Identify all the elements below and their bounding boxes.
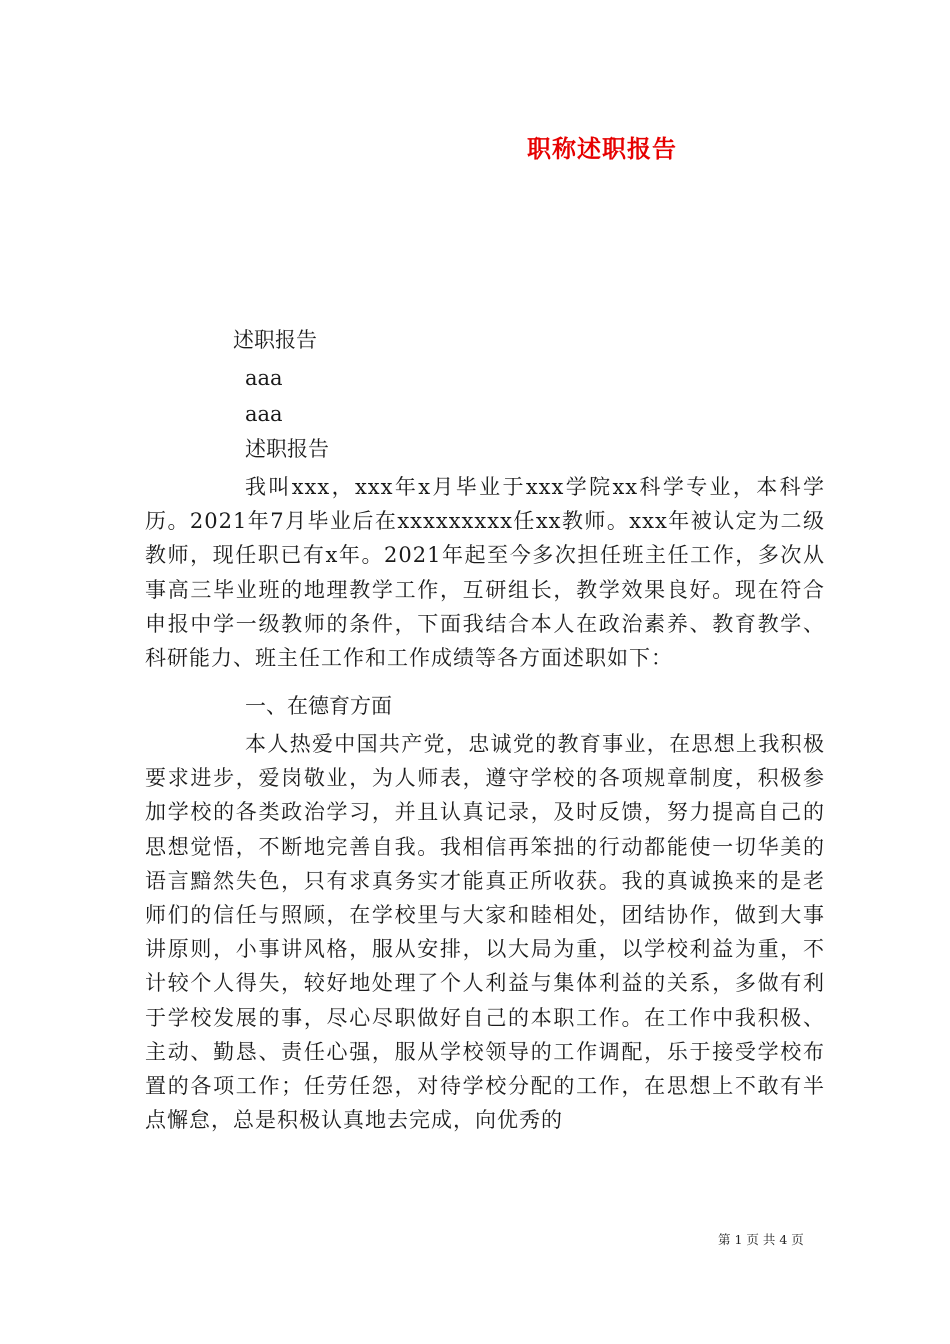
placeholder-line-2: aaa: [245, 402, 283, 426]
page-number-footer: 第 1 页 共 4 页: [718, 1232, 804, 1247]
placeholder-line-1: aaa: [245, 366, 283, 390]
subheading-report-label: 述职报告: [245, 437, 329, 461]
moral-education-paragraph: 本人热爱中国共产党，忠诚党的教育事业，在思想上我积极要求进步，爱岗敬业，为人师表，遵守学校的各项规章制度，积极参加学校的各类政治学习，并且认真记录，及时反馈，努力提高自己的思想觉悟，不断地完善自我。我相信再笨拙的行动都能使一切华美的语言黯然失色，只有求真务实才能真正所收获。我的真诚换来的是老师们的信任与照顾，在学校里与大家和睦相处，团结协作，做到大事讲原则，小事讲风格，服从安排，以大局为重，以学校利益为重，不计较个人得失，较好地处理了个人利益与集体利益的关系，多做有利于学校发展的事，尽心尽职做好自己的本职工作。在工作中我积极、主动、勤恳、责任心强，服从学校领导的工作调配，乐于接受学校布置的各项工作；任劳任怨，对待学校分配的工作，在思想上不敢有半点懈怠，总是积极认真地去完成，向优秀的: [145, 732, 825, 1133]
section-heading-moral-education: 一、在德育方面: [245, 694, 392, 718]
intro-paragraph: 我叫xxx，xxx年x月毕业于xxx学院xx科学专业，本科学历。2021年7月毕业后在xxxxxxxxx任xx教师。xxx年被认定为二级教师，现任职已有x年。2021年起至今多次担任班主任工作，多次从事高三毕业班的地理教学工作，互研组长，教学效果良好。现在符合申报中学一级教师的条件，下面我结合本人在政治素养、教育教学、科研能力、班主任工作和工作成绩等各方面述职如下：: [145, 475, 825, 671]
document-title: 职称述职报告: [527, 134, 677, 163]
heading-report-label: 述职报告: [233, 328, 317, 352]
